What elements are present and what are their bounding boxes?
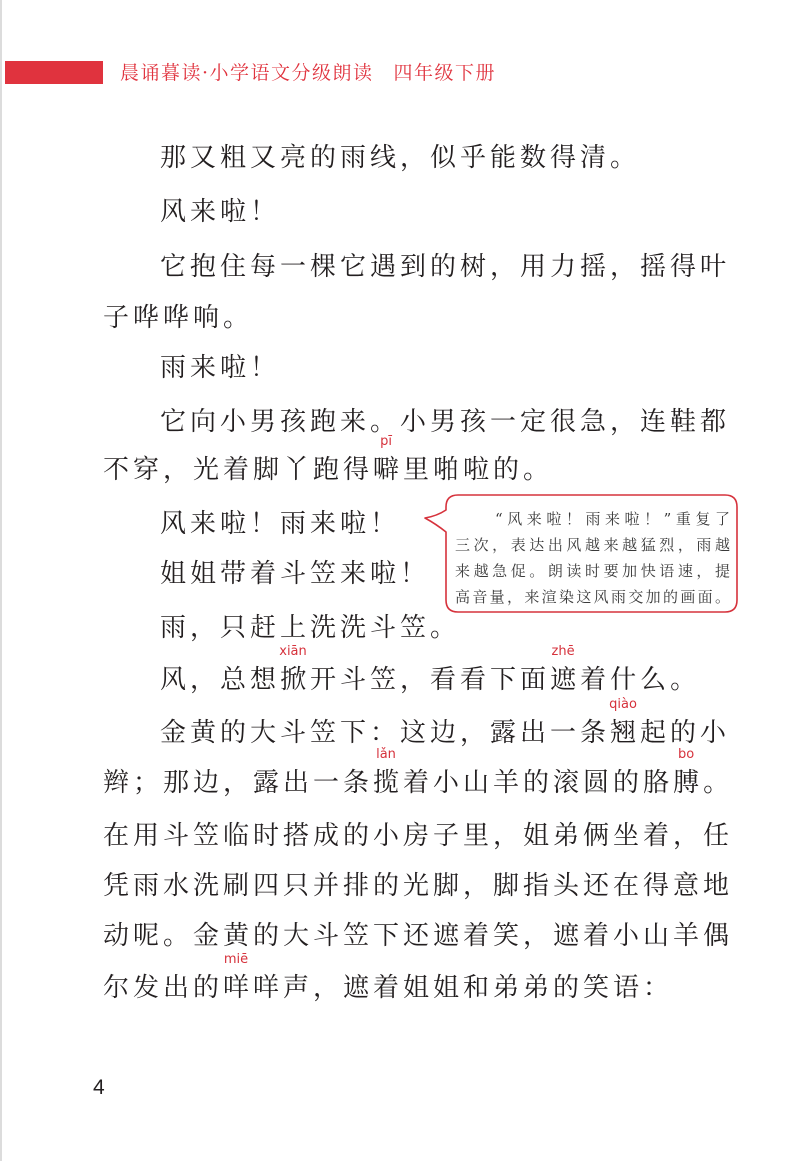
text-segment: 辫；那边，露出一条 [103, 768, 374, 798]
pinyin-annotation: lǎn [376, 747, 396, 762]
text-line: 它向小男孩跑来。小男孩一定很急，连鞋都 [160, 407, 731, 437]
text-segment: 。 [703, 768, 734, 798]
annotation-line: 来越急促。朗读时要加快语速，提 [455, 562, 731, 580]
text-segment: 不穿，光着脚丫跑得 [103, 455, 374, 485]
text-line: 风来啦！ [160, 197, 281, 227]
text-line [103, 747, 734, 798]
text-segment: 里啪啦的。 [403, 455, 554, 485]
annotated-character [673, 747, 704, 798]
text-line: 姐姐带着斗笠来啦！ [160, 559, 431, 589]
text-segment: 风，总想 [160, 665, 281, 695]
series-title: 晨诵暮读·小学语文分级朗读 [120, 62, 374, 84]
text-segment: 着什么。 [580, 665, 701, 695]
text-line: 凭雨水洗刷四只并排的光脚，脚指头还在得意地 [103, 871, 734, 901]
text-line: 那又粗又亮的雨线，似乎能数得清。 [160, 143, 641, 173]
text-segment: 咩声，遮着姐姐和弟弟的笑语： [253, 973, 674, 1003]
annotated-character [223, 952, 254, 1003]
annotated-character [550, 644, 581, 695]
annotation-line: 三次，表达出风越来越猛烈，雨越 [455, 536, 731, 554]
text-line: 风来啦！雨来啦！ [160, 509, 401, 539]
text-line: 雨，只赶上洗洗斗笠。 [160, 613, 461, 643]
pinyin-annotation: qiào [609, 697, 637, 712]
text-line: 子哗哗响。 [103, 303, 254, 333]
annotation-line: 高音量，来渲染这风雨交加的画面。 [455, 588, 731, 606]
text-line [103, 434, 554, 485]
running-header [120, 61, 496, 85]
page-number: 4 [93, 1076, 105, 1099]
pinyin-annotation: pī [380, 434, 392, 449]
annotated-character [609, 697, 641, 748]
text-line [160, 644, 701, 695]
text-segment: 开斗笠，看看下面 [310, 665, 551, 695]
annotated-character [373, 434, 404, 485]
annotated-character-glyph: 掀 [280, 665, 311, 695]
text-line: 它抱住每一棵它遇到的树，用力摇，摇得叶 [160, 252, 731, 282]
pinyin-annotation: zhē [551, 644, 575, 659]
pinyin-annotation: xiān [279, 644, 307, 659]
pinyin-annotation: miē [223, 952, 249, 967]
text-segment: 尔发出的 [103, 973, 224, 1003]
text-line [160, 697, 731, 748]
page-edge-shadow [0, 0, 2, 1161]
text-segment: 着小山羊的滚圆的胳 [403, 768, 674, 798]
annotation-note [455, 506, 731, 610]
grade-label: 四年级下册 [393, 62, 497, 84]
annotated-character-glyph: 膊 [673, 768, 704, 798]
text-line: 雨来啦！ [160, 353, 281, 383]
annotated-character [373, 747, 404, 798]
annotated-character [279, 644, 311, 695]
text-line: 在用斗笠临时搭成的小房子里，姐弟俩坐着，任 [103, 821, 734, 851]
pinyin-annotation: bo [677, 747, 695, 762]
text-segment: 金黄的大斗笠下：这边，露出一条 [160, 718, 611, 748]
text-line: 动呢。金黄的大斗笠下还遮着笑，遮着小山羊偶 [103, 921, 734, 951]
header-accent-bar [5, 61, 103, 84]
annotated-character-glyph: 翘 [610, 718, 641, 748]
annotated-character-glyph: 噼 [373, 455, 404, 485]
annotated-character-glyph: 咩 [223, 973, 254, 1003]
annotation-line: “风来啦！雨来啦！”重复了 [495, 510, 731, 528]
text-segment: 起的小 [640, 718, 731, 748]
text-line [103, 952, 674, 1003]
annotated-character-glyph: 揽 [373, 768, 404, 798]
annotated-character-glyph: 遮 [550, 665, 581, 695]
